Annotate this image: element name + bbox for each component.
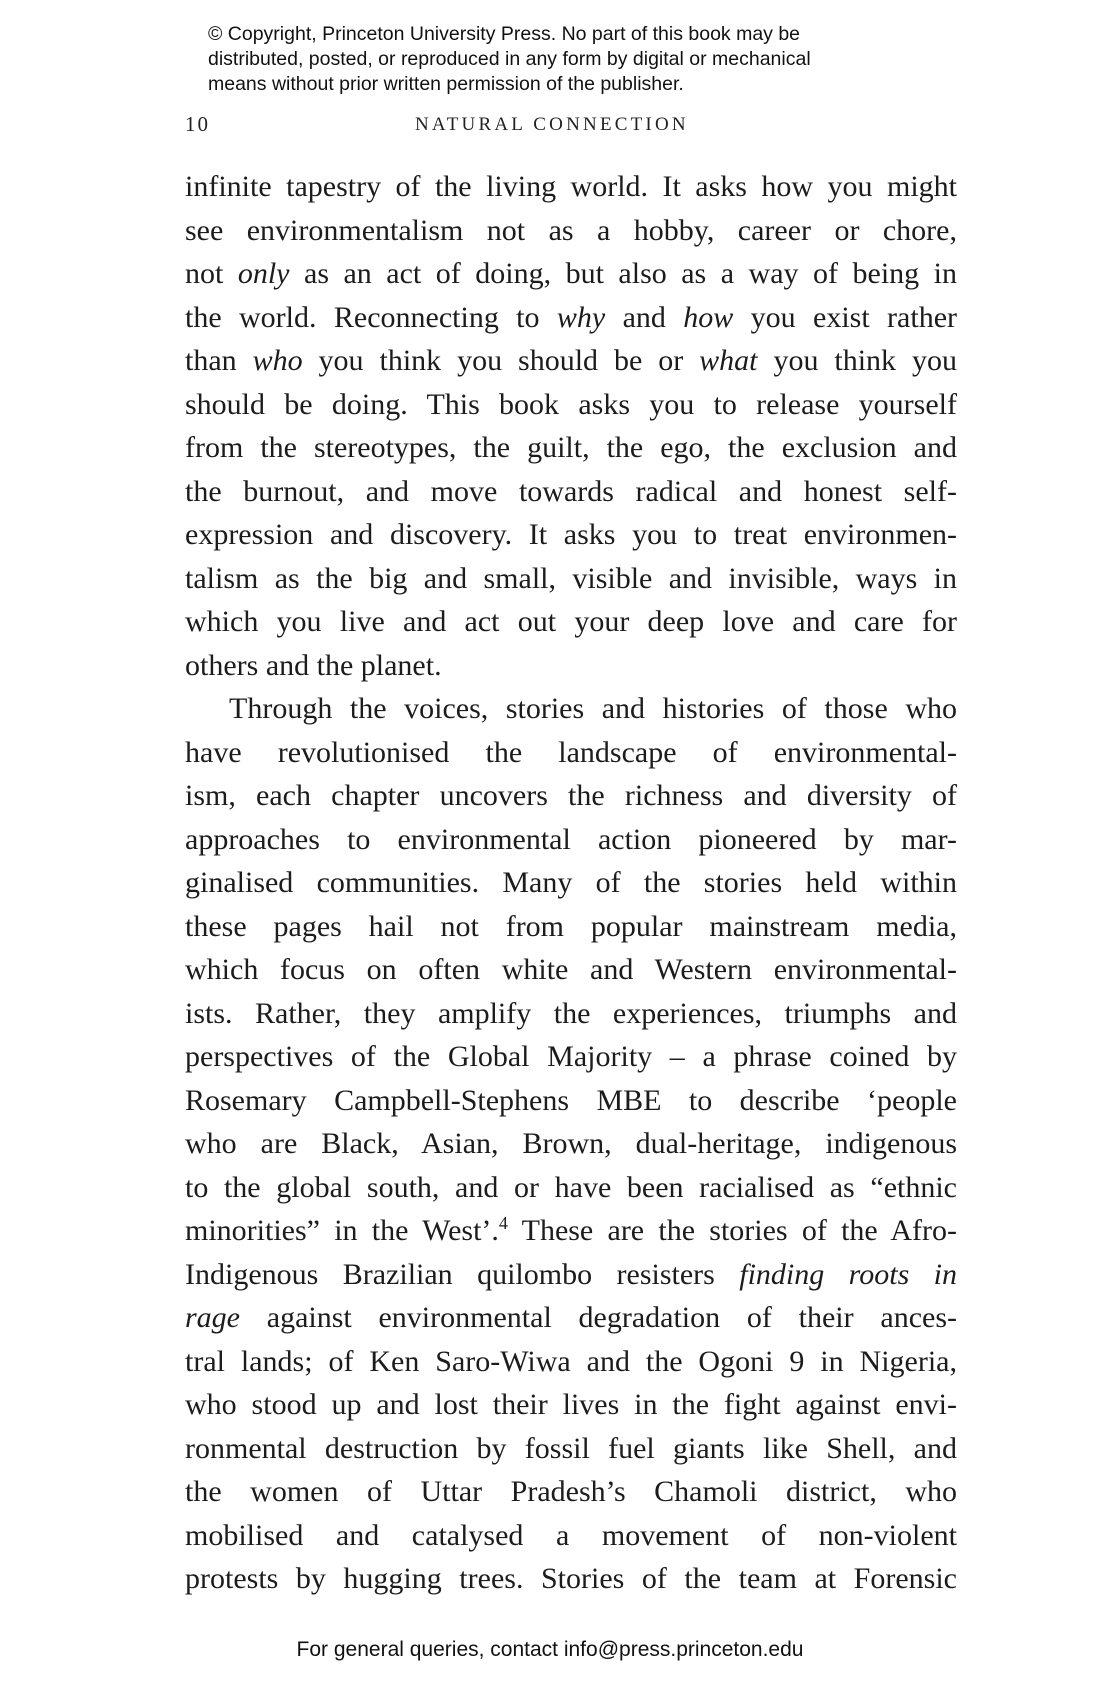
body-text (185, 165, 957, 1601)
text-line: approaches to environmental action pioneered by mar- (185, 822, 957, 856)
text-line: should be doing. This book asks you to release yourself (185, 387, 957, 421)
copyright-line: distributed, posted, or reproduced in any form by digital or mechanical (208, 48, 811, 70)
text-line: ism, each chapter uncovers the richness and diversity of (185, 779, 957, 812)
contact-footer: For general queries, contact info@press.princeton.edu (296, 1638, 804, 1661)
text-line: see environmentalism not as a hobby, career or chore, (185, 213, 957, 247)
emphasis: only (237, 257, 290, 290)
copyright-line: means without prior written permission of the publisher. (208, 73, 684, 95)
text-line: mobilised and catalysed a movement of non-violent (185, 1518, 957, 1552)
text-line: the women of Uttar Pradesh’s Chamoli district, who (185, 1475, 957, 1508)
footnote-marker: 4 (498, 1213, 508, 1233)
emphasis: rage (185, 1301, 240, 1334)
text-line: ronmental destruction by fossil fuel giants like Shell, and (185, 1431, 957, 1465)
emphasis: finding roots in (739, 1257, 957, 1291)
text-line: ginalised communities. Many of the stories held within (185, 866, 957, 899)
text-line: not only as an act of doing, but also as a way of being in (185, 257, 957, 290)
text-line: expression and discovery. It asks you to treat environmen- (185, 518, 957, 551)
text-line: from the stereotypes, the guilt, the ego, the exclusion and (185, 431, 957, 464)
text-line: minorities” in the West’.$^4$ These are the stories of the Afro- (185, 1213, 957, 1247)
text-line: which focus on often white and Western environmental- (185, 953, 957, 986)
text-line: perspectives of the Global Majority – a phrase coined by (185, 1040, 957, 1073)
emphasis: who (252, 344, 303, 377)
text-line: who stood up and lost their lives in the fight against envi- (185, 1388, 957, 1421)
text-line: infinite tapestry of the living world. It asks how you might (185, 170, 957, 203)
text-line: talism as the big and small, visible and invisible, ways in (185, 561, 957, 595)
text-line: the world. Reconnecting to why and how you exist rather (185, 300, 958, 334)
text-line: ists. Rather, they amplify the experiences, triumphs and (185, 996, 957, 1030)
emphasis: what (699, 344, 758, 377)
running-head (185, 112, 957, 142)
text-line: than who you think you should be or what you think you (185, 344, 957, 377)
text-line: rage against environmental degradation of their ances- (185, 1301, 957, 1334)
page-number: 10 (185, 112, 210, 136)
text-line: Indigenous Brazilian quilombo resisters finding roots in (185, 1257, 957, 1291)
text-line: protests by hugging trees. Stories of the team at Forensic (185, 1562, 957, 1595)
text-line: have revolutionised the landscape of environmental- (185, 735, 957, 769)
emphasis: how (683, 300, 734, 334)
text-line: tral lands; of Ken Saro-Wiwa and the Ogoni 9 in Nigeria, (185, 1344, 957, 1378)
text-line: the burnout, and move towards radical and honest self- (185, 474, 957, 508)
text-line: to the global south, and or have been racialised as “ethnic (185, 1170, 957, 1204)
text-line: Rosemary Campbell-Stephens MBE to describe ‘people (185, 1083, 957, 1117)
text-line: Through the voices, stories and histories of those who (229, 692, 957, 725)
text-line: these pages hail not from popular mainstream media, (185, 909, 957, 943)
copyright-notice (208, 22, 908, 97)
text-line: others and the planet. (185, 648, 442, 682)
text-line: which you live and act out your deep love and care for (185, 605, 957, 638)
book-title: NATURAL CONNECTION (415, 114, 689, 135)
copyright-line: © Copyright, Princeton University Press. No part of this book may be (208, 23, 801, 45)
emphasis: why (556, 300, 606, 334)
text-line: who are Black, Asian, Brown, dual-heritage, indigenous (185, 1127, 957, 1160)
